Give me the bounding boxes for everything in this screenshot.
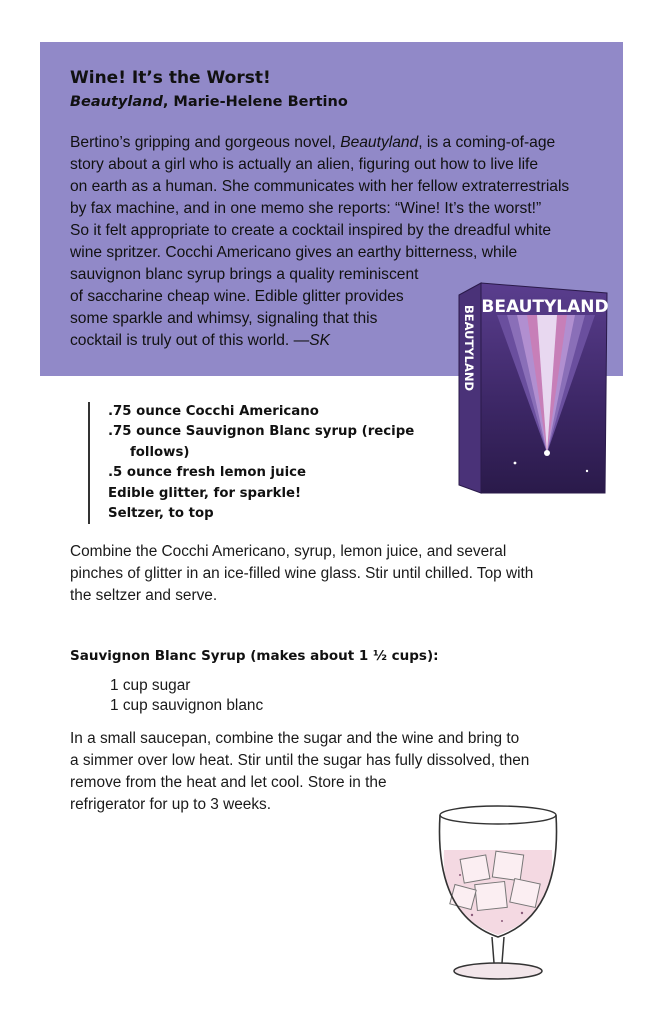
syrup-title: Sauvignon Blanc Syrup (makes about 1 ½ cups): [70, 648, 439, 664]
syrup-ingredient: 1 cup sauvignon blanc [110, 697, 264, 714]
wine-glass-illustration [432, 795, 564, 985]
method-line: pinches of glitter in an ice-filled wine glass. Stir until chilled. Top with [70, 565, 534, 582]
intro-line: story about a girl who is actually an alien, figuring out how to live life [70, 156, 539, 173]
author-name: , Marie-Helene Bertino [162, 94, 348, 110]
syrup-ingredient: 1 cup sugar [110, 677, 191, 694]
intro-line: of saccharine cheap wine. Edible glitter provides [70, 288, 404, 305]
syrup-method-line: remove from the heat and let cool. Store in the [70, 774, 387, 791]
intro-line: by fax machine, and in one memo she reports: “Wine! It’s the worst!” [70, 200, 542, 217]
method-line: Combine the Cocchi Americano, syrup, lemon juice, and several [70, 543, 507, 560]
book-spine-title: BEAUTYLAND [462, 305, 476, 392]
recipe-subtitle [70, 94, 348, 110]
book-title: Beautyland [70, 94, 163, 110]
book-cover-title: BEAUTYLAND [481, 297, 609, 317]
intro-line: on earth as a human. She communicates with her fellow extraterrestrials [70, 178, 570, 195]
syrup-method-line: refrigerator for up to 3 weeks. [70, 796, 272, 813]
intro-line: Bertino’s gripping and gorgeous novel, Beautyland, is a coming-of-age [70, 134, 556, 151]
intro-line: So it felt appropriate to create a cocktail inspired by the dreadful white [70, 222, 552, 239]
syrup-method-line: a simmer over low heat. Stir until the sugar has fully dissolved, then [70, 752, 530, 769]
intro-line: wine spritzer. Cocchi Americano gives an earthy bitterness, while [70, 244, 518, 261]
intro-line: some sparkle and whimsy, signaling that this [70, 310, 378, 327]
syrup-method-line: In a small saucepan, combine the sugar and the wine and bring to [70, 730, 520, 747]
ingredient-item: .5 ounce fresh lemon juice [108, 465, 307, 481]
recipe-title: Wine! It’s the Worst! [70, 68, 271, 88]
ingredients-list [88, 402, 480, 524]
ingredient-item: Seltzer, to top [108, 506, 214, 522]
intro-line: sauvignon blanc syrup brings a quality reminiscent [70, 266, 419, 283]
ingredient-item: .75 ounce Sauvignon Blanc syrup (recipe [108, 424, 415, 440]
ingredient-item: Edible glitter, for sparkle! [108, 485, 302, 501]
method-line: the seltzer and serve. [70, 587, 218, 604]
intro-line: cocktail is truly out of this world. —SK [70, 332, 330, 349]
ingredient-item: .75 ounce Cocchi Americano [108, 404, 319, 419]
ingredient-item: follows) [130, 444, 190, 460]
